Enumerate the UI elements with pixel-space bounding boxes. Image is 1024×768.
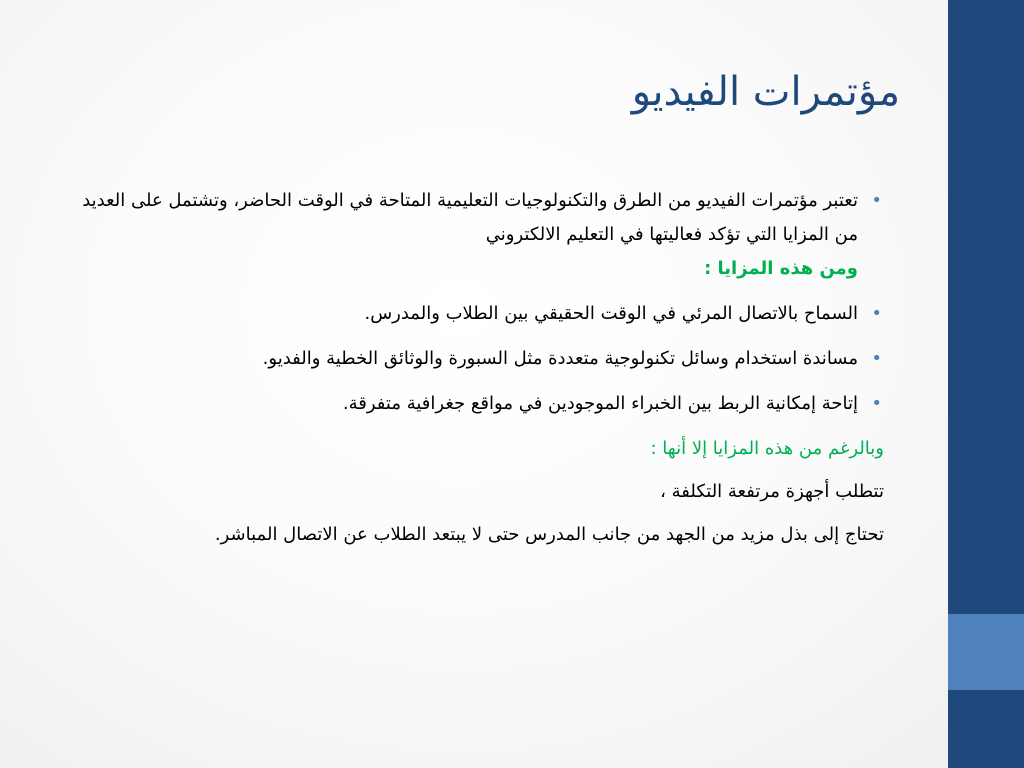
side-accent-strip bbox=[948, 614, 1024, 690]
side-accent-bar bbox=[948, 0, 1024, 768]
bullet-text: السماح بالاتصال المرئي في الوقت الحقيقي بين الطلاب والمدرس. bbox=[364, 303, 858, 324]
bullet-dot-icon: • bbox=[871, 348, 882, 369]
bullet-text: تعتبر مؤتمرات الفيديو من الطرق والتكنولوجيات التعليمية المتاحة في الوقت الحاضر، وتشتمل على العديد من المزايا التي تؤكد فعاليتها في التعليم الالكتروني bbox=[82, 190, 858, 245]
slide-title: مؤتمرات الفيديو bbox=[631, 69, 900, 115]
advantages-heading: ومن هذه المزايا : bbox=[704, 258, 858, 279]
bullet-item bbox=[58, 342, 884, 376]
bullet-item bbox=[58, 184, 884, 286]
bullet-text: مساندة استخدام وسائل تكنولوجية متعددة مثل السبورة والوثائق الخطية والفديو. bbox=[262, 348, 858, 369]
bullet-dot-icon: • bbox=[871, 393, 882, 414]
bullet-dot-icon: • bbox=[871, 190, 882, 211]
bullet-dot-icon: • bbox=[871, 303, 882, 324]
disadvantage-effort: تحتاج إلى بذل مزيد من الجهد من جانب المدرس حتى لا يبتعد الطلاب عن الاتصال المباشر. bbox=[214, 524, 884, 545]
disadvantages-heading: وبالرغم من هذه المزايا إلا أنها : bbox=[650, 438, 884, 459]
bullet-list bbox=[58, 184, 884, 421]
bullet-item bbox=[58, 387, 884, 421]
disadvantage-cost: تتطلب أجهزة مرتفعة التكلفة ، bbox=[660, 481, 884, 502]
bullet-item bbox=[58, 297, 884, 331]
bullet-text: إتاحة إمكانية الربط بين الخبراء الموجودين في مواقع جغرافية متفرقة. bbox=[342, 393, 858, 414]
slide-content bbox=[58, 184, 884, 561]
